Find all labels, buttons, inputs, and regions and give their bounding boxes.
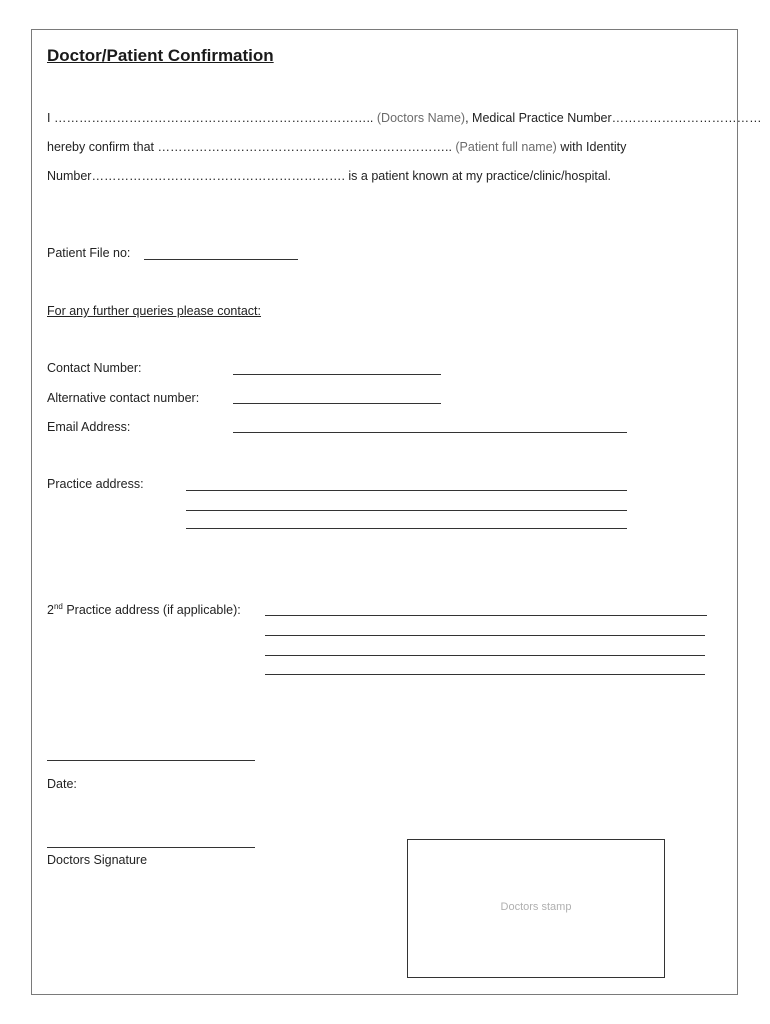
- confirmation-line-1: [47, 111, 762, 126]
- identity-text: with Identity: [556, 140, 627, 154]
- practice-address-label: Practice address:: [47, 477, 144, 491]
- date-label: Date:: [47, 777, 77, 791]
- second-practice-line-1[interactable]: [265, 615, 707, 616]
- practice-number-text: , Medical Practice Number………………………………: [465, 111, 762, 125]
- doctor-name-hint: (Doctors Name): [373, 111, 466, 125]
- second-practice-text: Practice address (if applicable):: [62, 603, 241, 617]
- second-practice-line-2[interactable]: [265, 635, 705, 636]
- doctors-stamp-box: [407, 839, 665, 978]
- second-practice-superscript: nd: [53, 601, 63, 611]
- contact-number-label: Contact Number:: [47, 361, 142, 375]
- second-practice-number: 2: [47, 603, 54, 617]
- patient-name-blank: hereby confirm that ……………………………………………………………..: [47, 140, 452, 154]
- email-label: Email Address:: [47, 420, 131, 434]
- patient-file-label: Patient File no:: [47, 246, 131, 260]
- form-title: Doctor/Patient Confirmation: [47, 46, 274, 65]
- queries-heading: For any further queries please contact:: [47, 304, 262, 318]
- practice-address-line-2[interactable]: [186, 510, 627, 511]
- second-practice-line-3[interactable]: [265, 655, 705, 656]
- doctor-name-blank: I …………………………………………………………………..: [47, 111, 374, 125]
- practice-address-line-1[interactable]: [186, 490, 627, 491]
- alt-contact-field[interactable]: [233, 403, 441, 404]
- confirmation-line-3: Number……………………………………………………. is a patient known at my practice/clinic/hospital.: [47, 169, 612, 183]
- alt-contact-label: Alternative contact number:: [47, 391, 200, 405]
- patient-file-field[interactable]: [144, 259, 298, 260]
- contact-number-field[interactable]: [233, 374, 441, 375]
- practice-address-line-3[interactable]: [186, 528, 627, 529]
- date-field[interactable]: [47, 760, 255, 761]
- stamp-label: Doctors stamp: [500, 901, 572, 913]
- email-field[interactable]: [233, 432, 627, 433]
- second-practice-label: [47, 603, 241, 618]
- patient-name-hint: (Patient full name): [451, 140, 557, 154]
- second-practice-line-4[interactable]: [265, 674, 705, 675]
- confirmation-line-2: [47, 140, 626, 155]
- signature-label: Doctors Signature: [47, 853, 148, 867]
- signature-field[interactable]: [47, 847, 255, 848]
